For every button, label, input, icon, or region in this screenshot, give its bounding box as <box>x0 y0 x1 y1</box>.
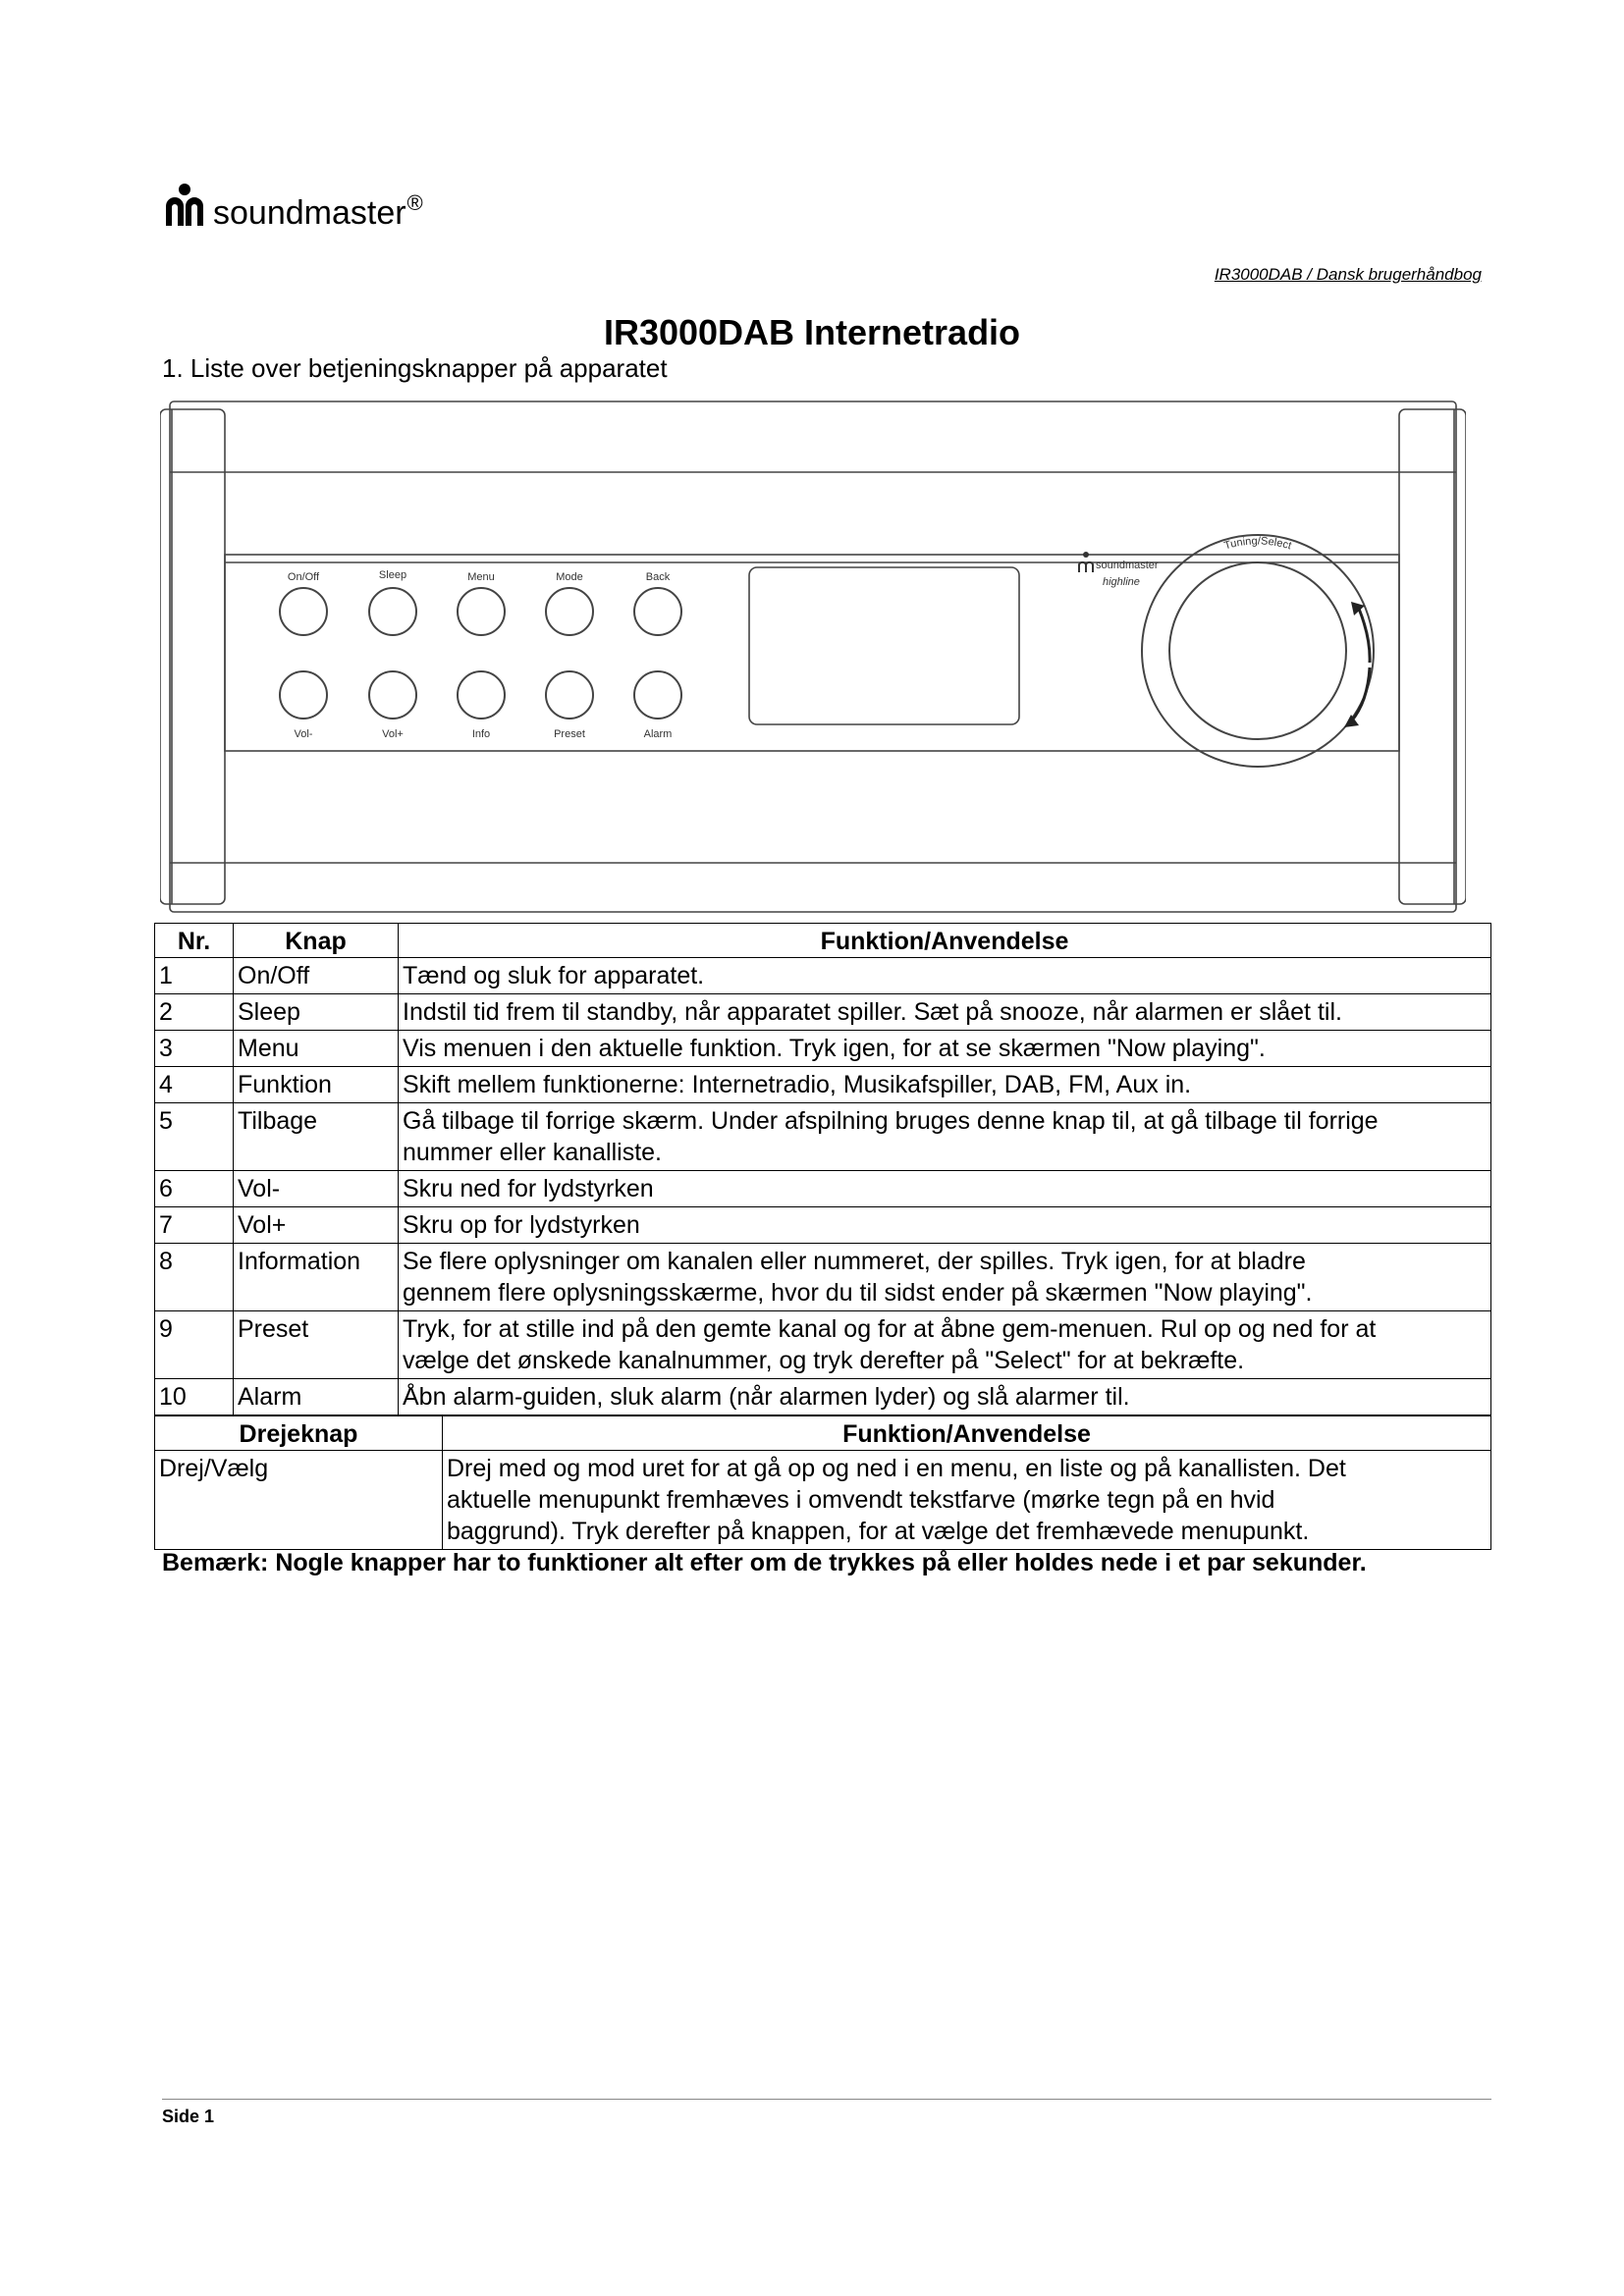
device-sub-brand: highline <box>1103 576 1140 588</box>
row-knap: Drej/Vælg <box>155 1451 443 1550</box>
soundmaster-logo-icon <box>162 183 207 228</box>
table-row <box>155 1244 1491 1311</box>
rotation-arrow-icon <box>1351 609 1370 721</box>
footer-divider <box>162 2099 1491 2100</box>
table-header-row <box>155 1416 1491 1451</box>
column-header-funktion: Funktion/Anvendelse <box>399 924 1491 958</box>
buttons-table <box>154 923 1491 1415</box>
section-heading: 1. Liste over betjeningsknapper på apparatet <box>162 353 668 383</box>
row-nr: 9 <box>155 1311 234 1379</box>
device-label-sleep: Sleep <box>378 569 407 581</box>
table-row <box>155 1171 1491 1207</box>
row-nr: 3 <box>155 1031 234 1067</box>
column-header-funktion: Funktion/Anvendelse <box>443 1416 1491 1451</box>
device-button-vol-down <box>280 671 327 719</box>
device-label-vol-up: Vol+ <box>382 728 404 740</box>
row-knap: Preset <box>234 1311 399 1379</box>
row-nr: 5 <box>155 1103 234 1171</box>
device-button-mode <box>546 588 593 635</box>
row-nr: 6 <box>155 1171 234 1207</box>
device-button-menu <box>458 588 505 635</box>
device-button-sleep <box>369 588 416 635</box>
row-nr: 1 <box>155 958 234 994</box>
device-brand-icon <box>1083 552 1089 558</box>
row-knap: On/Off <box>234 958 399 994</box>
row-knap: Vol- <box>234 1171 399 1207</box>
column-header-nr: Nr. <box>155 924 234 958</box>
column-header-knap: Knap <box>234 924 399 958</box>
row-knap: Information <box>234 1244 399 1311</box>
knob-table <box>154 1415 1491 1550</box>
device-label-on-off: On/Off <box>287 571 320 583</box>
page-title: IR3000DAB Internetradio <box>603 312 1021 352</box>
device-button-vol-up <box>369 671 416 719</box>
table-row <box>155 1103 1491 1171</box>
table-row <box>155 1379 1491 1415</box>
row-knap: Tilbage <box>234 1103 399 1171</box>
row-nr: 10 <box>155 1379 234 1415</box>
row-knap: Menu <box>234 1031 399 1067</box>
device-brand <box>1079 552 1159 588</box>
device-label-vol-down: Vol- <box>294 728 313 740</box>
device-label-info: Info <box>471 728 491 740</box>
device-button-info <box>458 671 505 719</box>
row-nr: 7 <box>155 1207 234 1244</box>
row-knap: Alarm <box>234 1379 399 1415</box>
tuning-select-knob <box>1142 535 1374 767</box>
column-header-drejeknap: Drejeknap <box>155 1416 443 1451</box>
table-row <box>155 958 1491 994</box>
row-knap: Funktion <box>234 1067 399 1103</box>
device-label-menu: Menu <box>467 571 495 583</box>
device-button-back <box>634 588 681 635</box>
device-label-mode: Mode <box>556 571 583 583</box>
table-row <box>155 1031 1491 1067</box>
row-funktion: Tryk, for at stille ind på den gemte kanal og for at åbne gem-menuen. Rul op og ned for at vælge det ønskede kanalnummer, og tryk derefter på "Select" for at bekræfte. <box>399 1311 1491 1379</box>
device-label-alarm: Alarm <box>643 728 673 740</box>
row-nr: 4 <box>155 1067 234 1103</box>
table-row <box>155 1207 1491 1244</box>
tuning-select-label: Tuning/Select <box>1222 535 1293 553</box>
note-text: Bemærk: Nogle knapper har to funktioner alt efter om de trykkes på eller holdes nede i et par sekunder. <box>162 1549 1367 1576</box>
row-knap: Sleep <box>234 994 399 1031</box>
brand-name: soundmaster® <box>213 190 423 232</box>
table-row <box>155 994 1491 1031</box>
row-funktion: Skift mellem funktionerne: Internetradio, Musikafspiller, DAB, FM, Aux in. <box>399 1067 1491 1103</box>
table-row <box>155 1311 1491 1379</box>
row-nr: 8 <box>155 1244 234 1311</box>
row-nr: 2 <box>155 994 234 1031</box>
row-funktion: Se flere oplysninger om kanalen eller nummeret, der spilles. Tryk igen, for at bladre gennem flere oplysningsskærme, hvor du til sidst ender på skærmen "Now playing". <box>399 1244 1491 1311</box>
device-button-on-off <box>280 588 327 635</box>
row-funktion: Skru ned for lydstyrken <box>399 1171 1491 1207</box>
device-button-preset <box>546 671 593 719</box>
row-funktion: Åbn alarm-guiden, sluk alarm (når alarmen lyder) og slå alarmer til. <box>399 1379 1491 1415</box>
device-button-alarm <box>634 671 681 719</box>
table-row <box>155 1451 1491 1550</box>
row-funktion: Vis menuen i den aktuelle funktion. Tryk igen, for at se skærmen "Now playing". <box>399 1031 1491 1067</box>
row-knap: Vol+ <box>234 1207 399 1244</box>
row-funktion: Indstil tid frem til standby, når apparatet spiller. Sæt på snooze, når alarmen er slået til. <box>399 994 1491 1031</box>
row-funktion: Gå tilbage til forrige skærm. Under afspilning bruges denne knap til, at gå tilbage til forrige nummer eller kanalliste. <box>399 1103 1491 1171</box>
table-row <box>155 1067 1491 1103</box>
device-label-back: Back <box>645 571 671 583</box>
page-number: Side 1 <box>162 2107 215 2126</box>
document-reference: IR3000DAB / Dansk brugerhåndbog <box>1214 265 1482 284</box>
device-front-panel-illustration <box>160 388 1466 916</box>
table-header-row <box>155 924 1491 958</box>
device-brand-name: soundmaster <box>1096 560 1159 571</box>
row-funktion: Skru op for lydstyrken <box>399 1207 1491 1244</box>
row-funktion: Drej med og mod uret for at gå op og ned i en menu, en liste og på kanallisten. Det aktuelle menupunkt fremhæves i omvendt tekstfarve (mørke tegn på en hvid baggrund). Tryk derefter på knappen, for at vælge det fremhævede menupunkt. <box>443 1451 1491 1550</box>
row-funktion: Tænd og sluk for apparatet. <box>399 958 1491 994</box>
device-label-preset: Preset <box>554 728 585 740</box>
